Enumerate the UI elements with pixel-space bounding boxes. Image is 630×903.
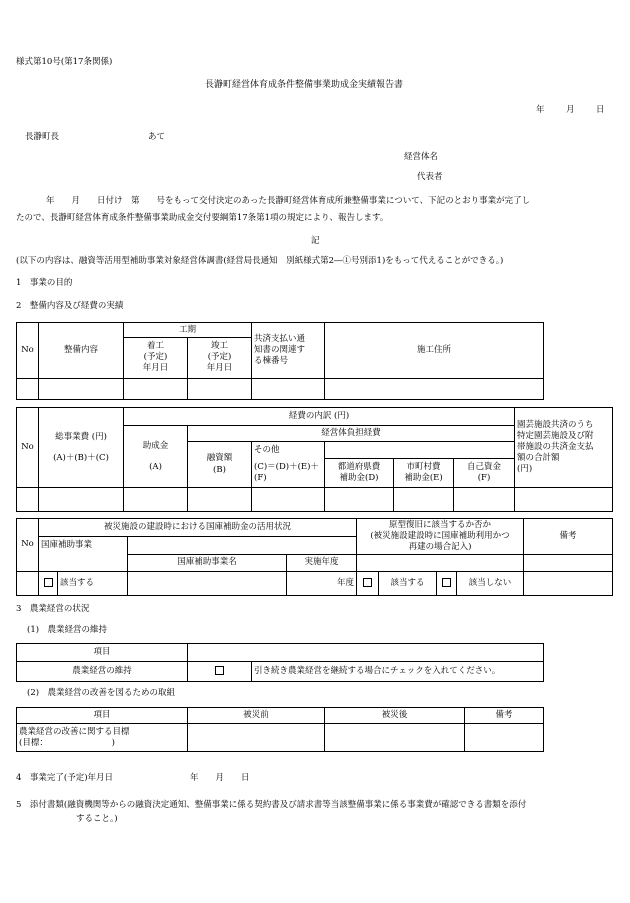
t1-no-header: No xyxy=(17,323,39,379)
form-number: 様式第10号(第17条関係) xyxy=(16,57,113,67)
date-day: 日 xyxy=(596,105,605,115)
t2-cell[interactable] xyxy=(188,488,252,512)
t3-remarks-header: 備考 xyxy=(524,519,613,555)
t2-horti-header: 園芸施設共済のうち 特定園芸施設及び附 帯施設の共済金支払 額の合計額 (円) xyxy=(515,408,613,488)
representative-label: 代表者 xyxy=(417,172,443,182)
t2-breakdown-header: 経費の内訳 (円) xyxy=(124,408,515,426)
section-2-heading: 2 整備内容及び経費の実績 xyxy=(16,301,124,311)
t2-cell[interactable] xyxy=(39,488,124,512)
t2-no-header: No xyxy=(17,408,39,488)
t5-cell[interactable] xyxy=(465,724,544,752)
t1-cell[interactable] xyxy=(39,378,124,399)
t3-restore-blank xyxy=(357,555,524,572)
table-improvement xyxy=(16,707,544,752)
t2-loan-label: 融資額 xyxy=(206,453,233,464)
t5-row-label xyxy=(17,724,188,752)
t2-subsidy-header xyxy=(124,426,188,488)
t1-cell[interactable] xyxy=(124,378,188,399)
section-4-heading: 4 事業完了(予定)年月日 xyxy=(16,773,114,783)
t2-cell[interactable] xyxy=(325,488,394,512)
t3-applies-checkbox-cell[interactable] xyxy=(39,572,58,596)
date-year: 年 xyxy=(536,105,545,115)
section-1-heading: 1 事業の目的 xyxy=(16,278,73,288)
t2-pref-header: 都道府県費 補助金(D) xyxy=(325,459,394,488)
t5-before-header: 被災前 xyxy=(188,708,325,724)
t2-own-header: 自己資金 (F) xyxy=(454,459,515,488)
checkbox-icon[interactable] xyxy=(215,666,224,675)
t2-burden-header: 経営体負担経費 xyxy=(188,426,515,442)
t4-instruction: 引き続き農業経営を継続する場合にチェックを入れてください。 xyxy=(252,662,544,682)
t1-cell[interactable] xyxy=(188,378,252,399)
t3-blank xyxy=(128,537,357,555)
t3-yes-label: 該当する xyxy=(379,572,437,596)
t2-cell[interactable] xyxy=(394,488,454,512)
t2-subsidy-code: (A) xyxy=(149,461,162,472)
t3-applies-label: 該当する xyxy=(58,572,128,596)
t1-cell[interactable] xyxy=(17,378,39,399)
t1-site-header: 施工住所 xyxy=(325,323,544,379)
t2-total-formula: (A)＋(B)＋(C) xyxy=(53,452,109,463)
t1-content-header: 整備内容 xyxy=(39,323,124,379)
section-5-line-1: 5 添付書類(融資機関等からの融資決定通知、整備事業に係る契約書及び請求書等当該整備事業に係る事業費が確認できる書類を添付 xyxy=(16,800,527,810)
subsection-2-heading: (2) 農業経営の改善を図るための取組 xyxy=(27,688,176,698)
t3-cell[interactable] xyxy=(128,572,287,596)
t1-period-header: 工期 xyxy=(124,323,252,338)
note-text: (以下の内容は、融資等活用型補助事業対象経営体調書(経営局長通知 別紙様式第2―①号別添1)をもって代えることができる。) xyxy=(16,256,504,266)
t3-nendo-label: 年度 xyxy=(287,572,357,596)
t3-no-label: 該当しない xyxy=(457,572,524,596)
t5-cell[interactable] xyxy=(325,724,465,752)
t2-loan-code: (B) xyxy=(213,464,226,475)
t3-yes-checkbox-cell[interactable] xyxy=(357,572,379,596)
t2-loan-header xyxy=(188,442,252,488)
table-subsidy-usage xyxy=(16,518,613,596)
ki-heading: 記 xyxy=(311,236,320,246)
t5-item-header: 項目 xyxy=(17,708,188,724)
t4-blank xyxy=(188,644,544,662)
date-month: 月 xyxy=(566,105,575,115)
t2-cell[interactable] xyxy=(124,488,188,512)
t2-blank xyxy=(325,442,515,459)
t1-kyosai-header: 共済支払い通 知書の関連す る棟番号 xyxy=(252,323,325,379)
table-work-content xyxy=(16,322,544,400)
t3-restore-header: 原型復旧に該当するか否か (被災施設建設時に国庫補助利用かつ 再建の場合記入) xyxy=(357,519,524,555)
t1-cell[interactable] xyxy=(325,378,544,399)
section-3-heading: 3 農業経営の状況 xyxy=(16,604,90,614)
t3-no-checkbox-cell[interactable] xyxy=(437,572,457,596)
t3-kokko-blank xyxy=(39,555,128,572)
t3-kokko-header: 国庫補助事業 xyxy=(39,537,128,555)
t5-after-header: 被災後 xyxy=(325,708,465,724)
addressee-ate: あて xyxy=(148,132,166,142)
t4-row-label: 農業経営の維持 xyxy=(17,662,188,682)
t3-remarks-blank xyxy=(524,555,613,572)
t2-cell[interactable] xyxy=(252,488,325,512)
t1-start-header: 着工 (予定) 年月日 xyxy=(124,338,188,379)
t4-item-header: 項目 xyxy=(17,644,188,662)
body-text-line-1: 年 月 日付け 第 号をもって交付決定のあった長瀞町経営体育成所兼整備事業について、下記のとおり事業が完了し xyxy=(46,196,531,206)
t3-cell[interactable] xyxy=(524,572,613,596)
t5-row-label-1: 農業経営の改善に関する目標 xyxy=(19,727,130,738)
document-title: 長瀞町経営体育成条件整備事業助成金実績報告書 xyxy=(205,80,404,90)
subsection-1-heading: (1) 農業経営の維持 xyxy=(27,625,108,635)
t2-cell[interactable] xyxy=(515,488,613,512)
t2-city-header: 市町村費 補助金(E) xyxy=(394,459,454,488)
checkbox-icon[interactable] xyxy=(363,578,372,587)
t2-cell[interactable] xyxy=(17,488,39,512)
t4-checkbox-cell[interactable] xyxy=(188,662,252,682)
entity-name-label: 経営体名 xyxy=(404,152,439,162)
section-5-line-2: すること。) xyxy=(76,814,118,824)
t2-total-label: 総事業費 (円) xyxy=(55,432,107,443)
checkbox-icon[interactable] xyxy=(442,578,451,587)
section-4-date: 年 月 日 xyxy=(190,773,250,783)
t3-usage-header: 被災施設の建設時における国庫補助金の活用状況 xyxy=(39,519,357,537)
t1-cell[interactable] xyxy=(252,378,325,399)
t2-cell[interactable] xyxy=(454,488,515,512)
addressee-mayor: 長瀞町長 xyxy=(25,132,60,142)
t3-cell[interactable] xyxy=(17,572,39,596)
t2-other-formula: (C)＝(D)＋(E)＋ (F) xyxy=(252,459,325,488)
body-text-line-2: たので、長瀞町経営体育成条件整備事業助成金交付要綱第17条第1項の規定により、報告します。 xyxy=(16,213,389,223)
t5-remarks-header: 備考 xyxy=(465,708,544,724)
table-expenses xyxy=(16,407,613,512)
checkbox-icon[interactable] xyxy=(44,578,53,587)
table-farm-maintenance xyxy=(16,643,544,682)
t5-row-label-2: (目標： ) xyxy=(19,737,115,748)
t2-other-header: その他 xyxy=(252,442,325,459)
t3-kokko-name-header: 国庫補助事業名 xyxy=(128,555,287,572)
t1-end-header: 竣工 (予定) 年月日 xyxy=(188,338,252,379)
t5-cell[interactable] xyxy=(188,724,325,752)
t2-total-header xyxy=(39,408,124,488)
t2-subsidy-label: 助成金 xyxy=(142,441,169,452)
t3-year-header: 実施年度 xyxy=(287,555,357,572)
t3-no-header: No xyxy=(17,519,39,572)
